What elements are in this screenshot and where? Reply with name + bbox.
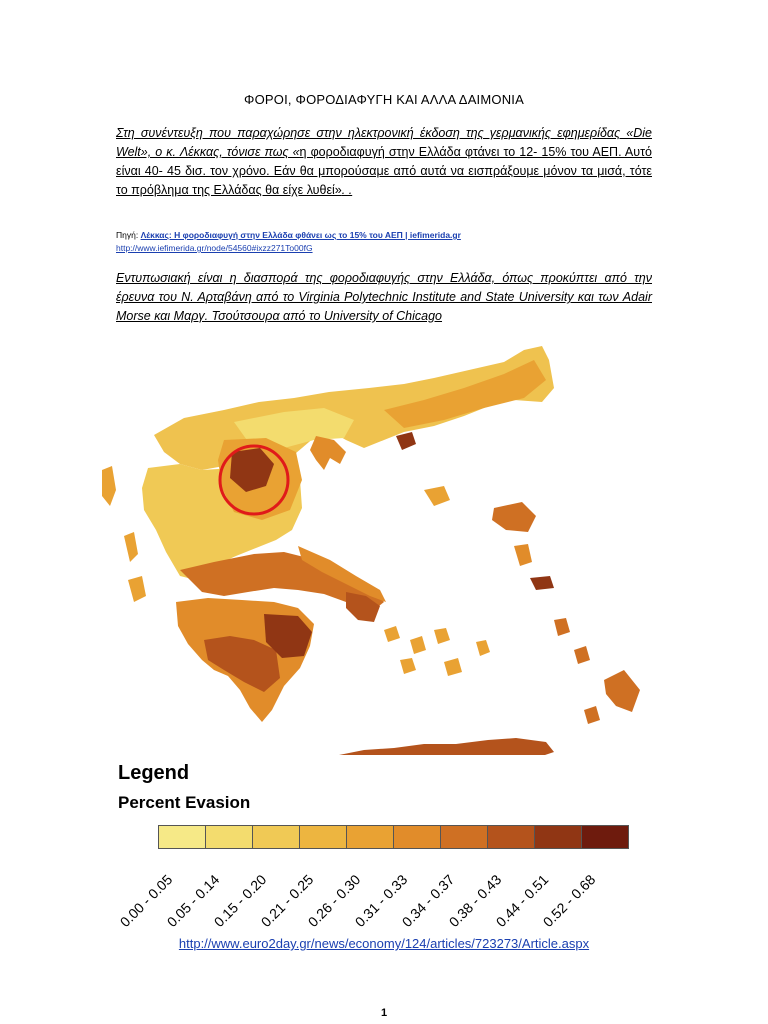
samos-island [530,576,554,590]
legend-swatch [394,826,441,848]
legend-labels [110,856,670,936]
legend-title: Legend [118,762,190,784]
legend-bin-label: 0.26 - 0.30 [304,871,364,930]
legend-swatch [159,826,206,848]
legend-swatch [206,826,253,848]
ionian-islands [102,466,146,602]
article-link[interactable]: http://www.euro2day.gr/news/economy/124/articles/723273/Article.aspx [178,936,590,951]
legend-bin-label: 0.05 - 0.14 [163,871,223,930]
research-paragraph: Εντυπωσιακή είναι η διασπορά της φοροδιαφυγής στην Ελλάδα, όπως προκύπτει από την έρευνα του Ν. Αρταβάνη από το Virginia Polytechnic Institute and State University και των Adair Morse και Μαργ. Τσούτσουρα από το University of Chicago [116,271,652,323]
lemnos-island [424,486,450,506]
source-label: Πηγή: [116,230,141,240]
legend-swatch [582,826,628,848]
lesvos-island [492,502,536,532]
chalkidiki-region [310,436,346,470]
legend-bin-label: 0.00 - 0.05 [116,871,176,930]
legend-bin-label: 0.44 - 0.51 [492,871,552,930]
intro-part1: Στη συνέντευξη που παραχώρησε στην ηλεκτρονική έκδοση της γερμανικής εφημερίδας «Die Welt», ο κ. Λέκκας, τόνισε πως « [116,126,652,159]
legend-swatch [441,826,488,848]
legend-bin-label: 0.38 - 0.43 [445,871,505,930]
cyclades-islands [384,626,490,676]
legend-bin-label: 0.31 - 0.33 [351,871,411,930]
source-url-link[interactable]: http://www.iefimerida.gr/node/54560#ixzz271To00fG [116,243,313,253]
northern-greece-region [154,346,554,470]
dodecanese-islands [554,618,640,724]
source-citation [116,229,652,255]
legend-swatch [253,826,300,848]
legend-bin-label: 0.21 - 0.25 [257,871,317,930]
legend-swatch [347,826,394,848]
legend-swatch [488,826,535,848]
crete-island [334,738,554,755]
legend-swatch [300,826,347,848]
legend-bin-label: 0.15 - 0.20 [210,871,270,930]
intro-paragraph [116,124,652,200]
source-link[interactable]: Λέκκας: Η φοροδιαφυγή στην Ελλάδα φθάνει ως το 15% του ΑΕΠ | iefimerida.gr [140,230,461,240]
thasos-island [396,432,416,450]
page-number: 1 [380,1007,388,1019]
legend-swatch [535,826,582,848]
chios-island [514,544,532,566]
greece-tax-evasion-map [84,340,664,755]
legend-bin-label: 0.34 - 0.37 [398,871,458,930]
page-title: ΦΟΡΟΙ, ΦΟΡΟΔΙΑΦΥΓΗ ΚΑΙ ΑΛΛΑ ΔΑΙΜΟΝΙΑ [244,92,524,107]
intro-tail: . . [341,183,353,197]
intro-quote: η φοροδιαφυγή στην Ελλάδα φτάνει το 12- 15% του ΑΕΠ. Αυτό είναι 40- 45 δισ. τον χρόνο. Εάν θα μπορούσαμε από αυτά να εισπράξουμε μόνον τα μισά, τότε το πρόβλημα της Ελλάδας θα είχε λυθεί» [116,145,652,197]
legend-bin-label: 0.52 - 0.68 [539,871,599,930]
article-link-row [0,936,768,951]
legend-subtitle: Percent Evasion [118,793,251,812]
legend-swatches [158,825,629,849]
